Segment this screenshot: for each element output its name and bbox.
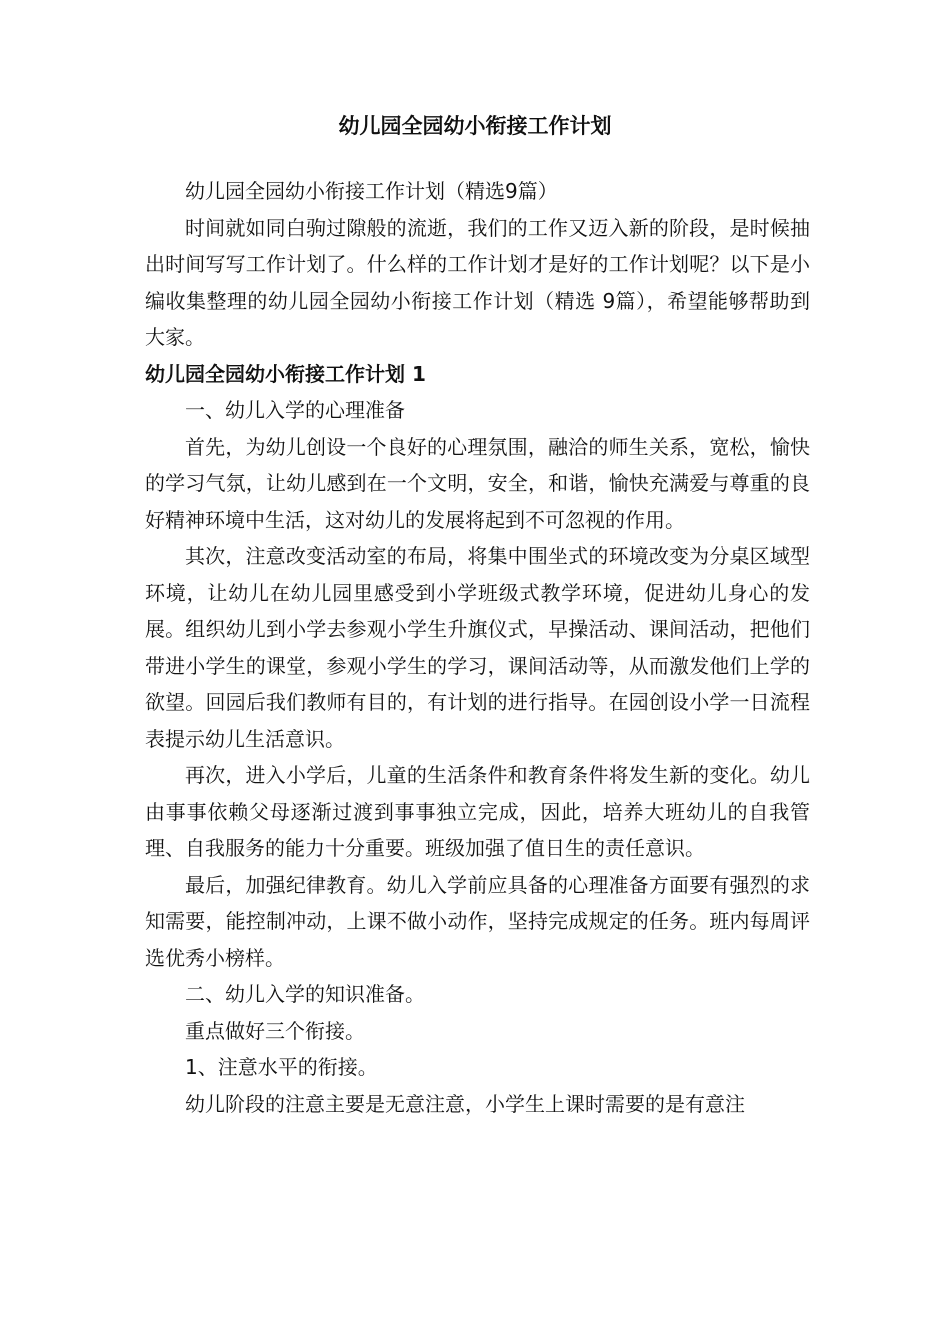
body-paragraph: 时间就如同白驹过隙般的流逝，我们的工作又迈入新的阶段，是时候抽出时间写写工作计划了。什么样的工作计划才是好的工作计划呢？以下是小编收集整理的幼儿园全园幼小衔接工作计划（精选 9篇），希望能够帮助到大家。 (145, 215, 810, 349)
body-paragraph: 其次，注意改变活动室的布局，将集中围坐式的环境改变为分桌区域型环境，让幼儿在幼儿园里感受到小学班级式教学环境，促进幼儿身心的发展。组织幼儿到小学去参观小学生升旗仪式，早操活动、课间活动，把他们带进小学生的课堂，参观小学生的学习，课间活动等，从而激发他们上学的欲望。回园后我们教师有目的，有计划的进行指导。在园创设小学一日流程表提示幼儿生活意识。 (145, 544, 810, 751)
body-paragraph: 二、幼儿入学的知识准备。 (185, 982, 425, 1006)
body-paragraph: 1、注意水平的衔接。 (185, 1055, 378, 1079)
body-paragraph: 幼儿园全园幼小衔接工作计划（精选9篇） (185, 179, 558, 203)
document-body (145, 173, 810, 1122)
body-paragraph: 重点做好三个衔接。 (185, 1018, 365, 1043)
body-paragraph: 再次，进入小学后，儿童的生活条件和教育条件将发生新的变化。幼儿由事事依赖父母逐渐过渡到事事独立完成，因此，培养大班幼儿的自我管理、自我服务的能力十分重要。班级加强了值日生的责任意识。 (145, 763, 810, 860)
body-paragraph: 一、幼儿入学的心理准备 (185, 398, 405, 422)
body-paragraph: 首先，为幼儿创设一个良好的心理氛围，融洽的师生关系，宽松，愉快的学习气氛，让幼儿感到在一个文明，安全，和谐，愉快充满爱与尊重的良好精神环境中生活，这对幼儿的发展将起到不可忽视的作用。 (145, 434, 810, 532)
body-paragraph: 最后，加强纪律教育。幼儿入学前应具备的心理准备方面要有强烈的求知需要，能控制冲动，上课不做小动作，坚持完成规定的任务。班内每周评选优秀小榜样。 (145, 872, 810, 970)
document-title: 幼儿园全园幼小衔接工作计划 (338, 114, 612, 138)
section-heading: 幼儿园全园幼小衔接工作计划 1 (145, 361, 426, 386)
body-paragraph: 幼儿阶段的注意主要是无意注意，小学生上课时需要的是有意注 (185, 1091, 745, 1116)
